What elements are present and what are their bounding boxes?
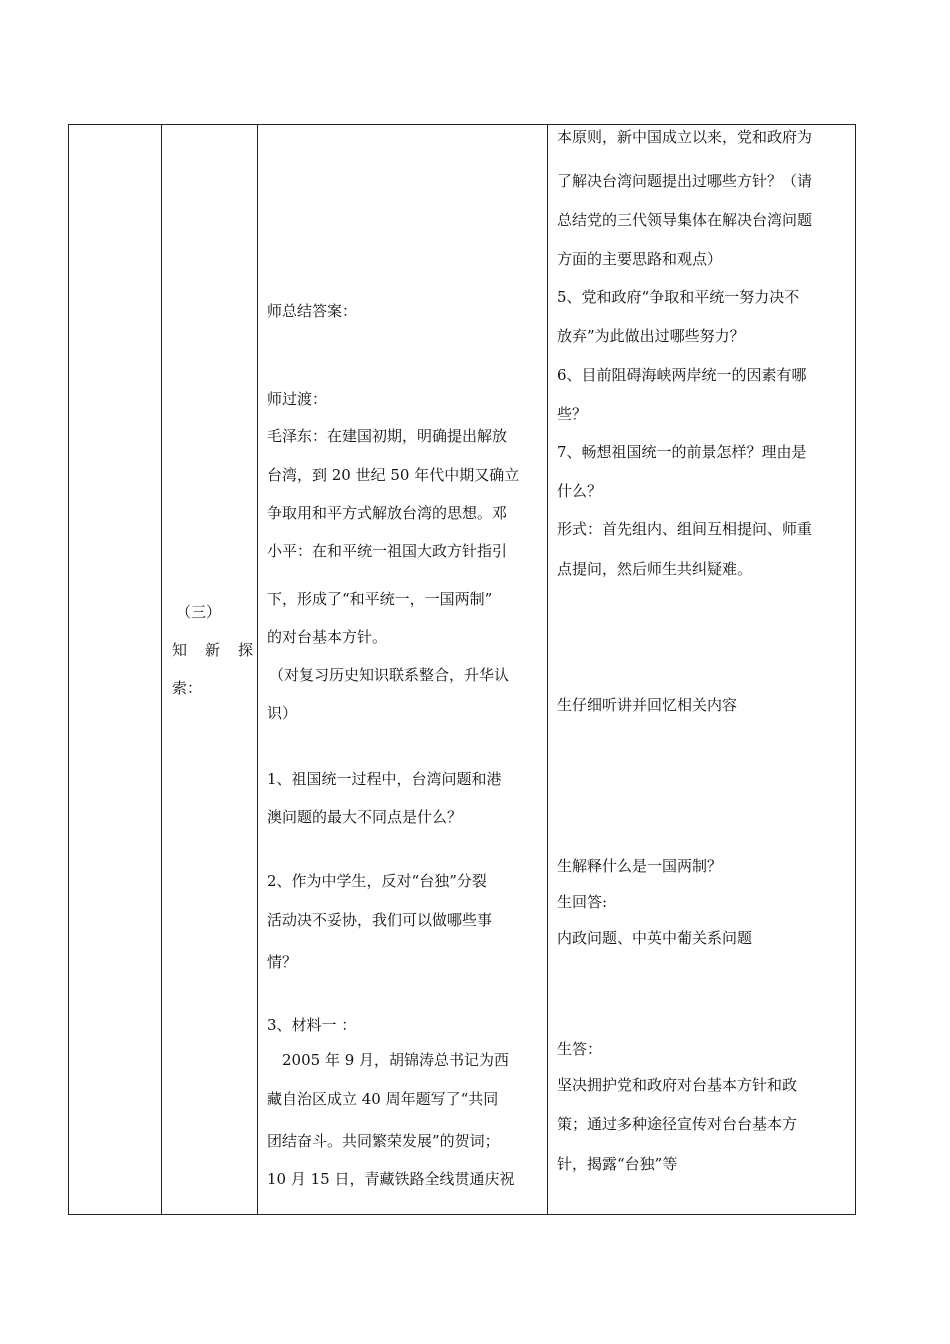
student-answer-detail: 针，揭露“台独”等	[557, 1155, 678, 1173]
material-line: 藏自治区成立 40 周年题写了“共同	[267, 1090, 499, 1108]
student-explain-line: 生解释什么是一国两制？	[557, 857, 723, 875]
student-answer-detail: 坚决拥护党和政府对台基本方针和政	[557, 1076, 798, 1094]
student-listen-line: 生仔细听讲并回忆相关内容	[557, 696, 738, 714]
student-line: 什么？	[557, 482, 603, 500]
student-line: 7、畅想祖国统一的前景怎样？理由是	[557, 443, 807, 461]
transition-line: 毛泽东：在建国初期，明确提出解放	[267, 427, 508, 445]
material-line: 2005 年 9 月，胡锦涛总书记为西	[267, 1051, 510, 1069]
transition-line: 争取用和平方式解放台湾的思想。邓	[267, 504, 508, 522]
student-line: 放弃”为此做出过哪些努力？	[557, 327, 745, 345]
material-line: 团结奋斗。共同繁荣发展”的贺词；	[267, 1132, 500, 1150]
student-line: 总结党的三代领导集体在解决台湾问题	[557, 211, 813, 229]
student-line: 本原则，新中国成立以来，党和政府为	[557, 128, 813, 146]
material-line: 10 月 15 日，青藏铁路全线贯通庆祝	[267, 1170, 515, 1188]
student-line: 5、党和政府“争取和平统一努力决不	[557, 288, 800, 306]
student-line: 点提问，然后师生共纠疑难。	[557, 560, 753, 578]
student-answer-label: 生回答:	[557, 893, 608, 911]
section-title-line-2: 索：	[172, 679, 203, 697]
column-divider-3	[547, 124, 548, 1215]
student-line: 形式：首先组内、组间互相提问、师重	[557, 520, 813, 538]
student-answer-label-2: 生答：	[557, 1040, 603, 1058]
material-title: 3、材料一 ：	[267, 1016, 357, 1034]
transition-line: 下，形成了“和平统一，一国两制”	[267, 590, 493, 608]
question-1-line: 1、祖国统一过程中，台湾问题和港	[267, 770, 502, 788]
question-2-line: 2、作为中学生，反对“台独”分裂	[267, 872, 487, 890]
transition-line: 台湾，到 20 世纪 50 年代中期又确立	[267, 466, 520, 484]
section-title-line-1: 知新探	[172, 641, 272, 659]
transition-line: 的对台基本方针。	[267, 628, 388, 646]
student-line: 6、目前阻碍海峡两岸统一的因素有哪	[557, 366, 807, 384]
note-line: （对复习历史知识联系整合，升华认	[269, 666, 510, 684]
transition-line: 小平：在和平统一祖国大政方针指引	[267, 542, 508, 560]
teacher-summary-label: 师总结答案：	[267, 302, 358, 320]
note-line: 识）	[267, 704, 298, 722]
column-divider-2	[257, 124, 258, 1215]
section-number: （三）	[176, 603, 222, 621]
student-answer-detail: 策；通过多种途径宣传对台台基本方	[557, 1115, 798, 1133]
student-answer-line: 内政问题、中英中葡关系问题	[557, 929, 753, 947]
student-line: 些？	[557, 405, 588, 423]
question-2-line: 情？	[267, 953, 298, 971]
question-2-line: 活动决不妥协，我们可以做哪些事	[267, 911, 493, 929]
column-divider-1	[161, 124, 162, 1215]
teacher-transition-label: 师过渡：	[267, 390, 328, 408]
student-line: 了解决台湾问题提出过哪些方针？（请	[557, 172, 813, 190]
question-1-line: 澳问题的最大不同点是什么？	[267, 808, 463, 826]
student-line: 方面的主要思路和观点）	[557, 250, 723, 268]
